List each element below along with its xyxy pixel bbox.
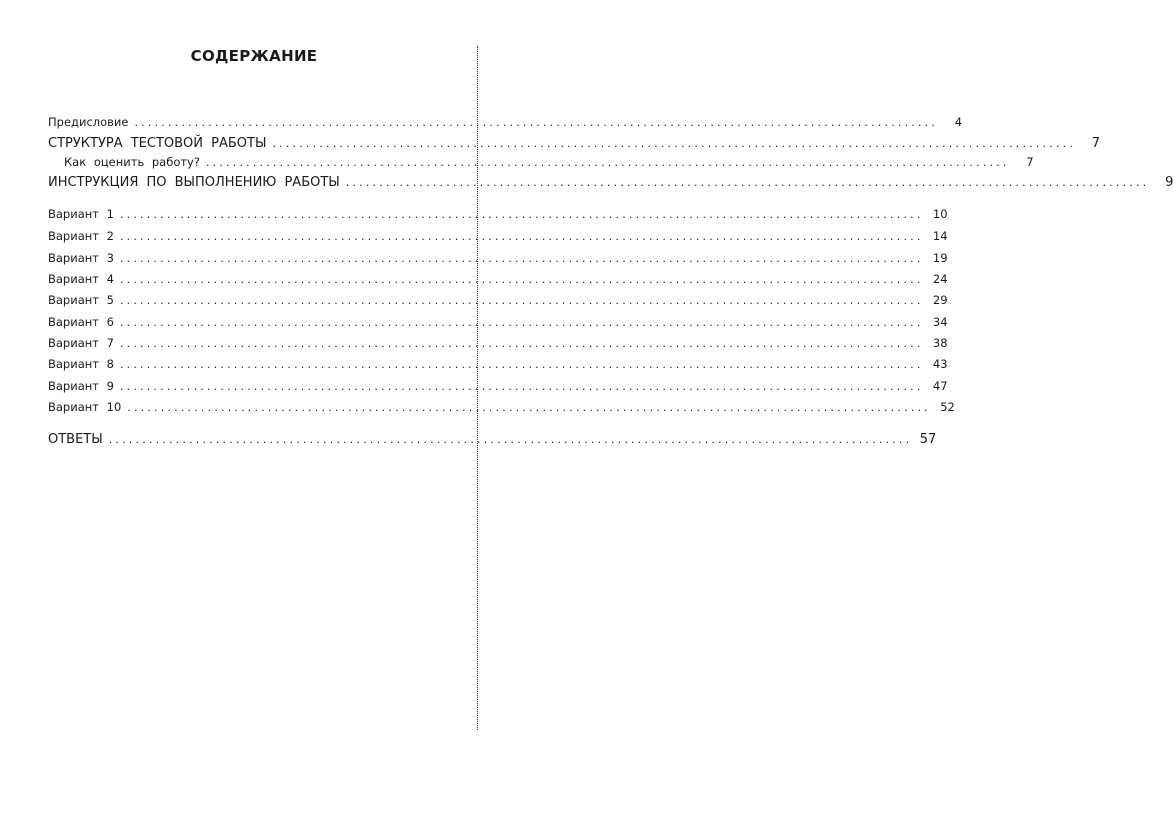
- dot-leader: ........................................................................................................................: [205, 156, 1010, 169]
- toc-entry-label: Вариант 3: [48, 251, 114, 265]
- toc-entry[interactable]: [48, 228, 948, 245]
- toc-entry-page: 57: [919, 432, 937, 447]
- toc-entry[interactable]: [48, 206, 948, 223]
- toc-entry[interactable]: [48, 154, 1034, 171]
- toc-entry-page: 7: [1091, 136, 1101, 151]
- dot-leader: ........................................................................................................................: [345, 176, 1150, 189]
- toc-entry-page: 4: [954, 115, 963, 129]
- page-title: СОДЕРЖАНИЕ: [190, 47, 318, 65]
- dot-leader: ........................................................................................................................: [119, 380, 924, 393]
- toc-entry-page: 9: [1165, 175, 1173, 190]
- toc-entry[interactable]: [48, 250, 948, 267]
- toc-entry-label: Вариант 9: [48, 379, 114, 393]
- toc-entry[interactable]: [48, 136, 1101, 152]
- toc-entry[interactable]: [48, 378, 948, 395]
- dot-leader: ........................................................................................................................: [119, 252, 924, 265]
- toc-entry[interactable]: [48, 314, 948, 331]
- toc-entry-page: 43: [932, 357, 948, 371]
- dot-leader: ........................................................................................................................: [119, 208, 924, 221]
- toc-entry-label: Вариант 6: [48, 315, 114, 329]
- toc-entry-label: Как оценить работу?: [64, 155, 200, 169]
- toc-entry-page: 14: [932, 229, 948, 243]
- toc-entry-page: 47: [932, 379, 948, 393]
- toc-entry-label: ИНСТРУКЦИЯ ПО ВЫПОЛНЕНИЮ РАБОТЫ: [48, 175, 340, 190]
- toc-entry-page: 52: [940, 400, 955, 414]
- toc-entry-page: 24: [932, 272, 948, 286]
- toc-entry-page: 38: [932, 336, 948, 350]
- toc-entry-page: 29: [932, 293, 948, 307]
- dot-leader: ........................................................................................................................: [127, 401, 931, 414]
- dot-leader: ........................................................................................................................: [272, 137, 1077, 150]
- toc-entry-label: Вариант 8: [48, 357, 114, 371]
- toc-entry-label: Вариант 2: [48, 229, 114, 243]
- dot-leader: ........................................................................................................................: [119, 230, 924, 243]
- toc-entry-page: 7: [1026, 155, 1034, 169]
- dot-leader: ........................................................................................................................: [119, 358, 924, 371]
- toc-entry-label: Предисловие: [48, 115, 129, 129]
- toc-entry-page: 34: [932, 315, 948, 329]
- dot-leader: ........................................................................................................................: [134, 116, 939, 129]
- dot-leader: ........................................................................................................................: [119, 316, 924, 329]
- toc-entry[interactable]: [48, 432, 937, 448]
- toc-entry-label: Вариант 5: [48, 293, 114, 307]
- toc-entry-page: 19: [932, 251, 948, 265]
- toc-entry-label: Вариант 10: [48, 400, 122, 414]
- toc-entry-label: СТРУКТУРА ТЕСТОВОЙ РАБОТЫ: [48, 136, 267, 151]
- toc-entry[interactable]: [48, 356, 948, 373]
- toc-entry[interactable]: [48, 114, 963, 131]
- toc-entry-label: ОТВЕТЫ: [48, 432, 103, 447]
- toc-entry[interactable]: [48, 399, 955, 416]
- toc-entry-label: Вариант 1: [48, 207, 114, 221]
- toc-entry-label: Вариант 4: [48, 272, 114, 286]
- toc-entry-page: 10: [932, 207, 948, 221]
- toc-entry[interactable]: [48, 335, 948, 352]
- toc-entry[interactable]: [48, 175, 1173, 191]
- toc-entry[interactable]: [48, 292, 948, 309]
- toc-entry[interactable]: [48, 271, 948, 288]
- dot-leader: ........................................................................................................................: [119, 294, 924, 307]
- dot-leader: ........................................................................................................................: [119, 273, 924, 286]
- dot-leader: ........................................................................................................................: [119, 337, 924, 350]
- toc-entry-label: Вариант 7: [48, 336, 114, 350]
- dot-leader: ........................................................................................................................: [108, 433, 913, 446]
